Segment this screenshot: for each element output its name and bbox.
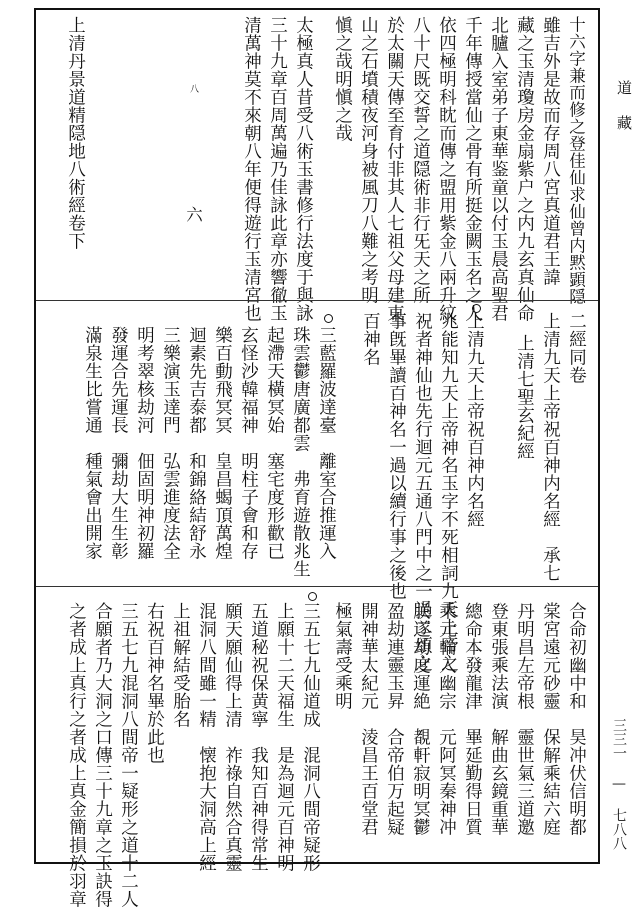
text-column: 開神華太紀元 淩昌王百堂君 [358, 602, 379, 836]
text-column: 右祝百神名畢於此也 [144, 602, 165, 764]
text-column: 上祖解結受胎名 [170, 602, 191, 728]
text-column: 迴素先吉泰都 和錦絡結舒永 [186, 326, 207, 560]
text-column: 樂百動飛冥冥 皇昌蝎頂萬煌 [212, 326, 233, 560]
page-frame [34, 8, 600, 908]
text-column: 乘元輪入幽宗 元阿冥秦神冲 [436, 602, 457, 836]
text-column: 雖吉外是故而存周八宮真道君王諱 [540, 16, 561, 286]
text-column: 三藍羅波達臺 離室合推運入 [316, 326, 337, 560]
text-column: 三五七九混洞八間帝一疑形之道十二人 [118, 602, 139, 908]
text-column: 三樂演玉達門 弘雲進度法全 [160, 326, 181, 560]
collection-name: 道 藏 [615, 80, 633, 131]
text-column: 二經同卷 [566, 312, 587, 384]
text-column: 愼之哉明愼之哉 [332, 16, 353, 142]
section-title: 百神名 [360, 312, 381, 366]
leaf-number: 六 [183, 206, 203, 223]
section-title: 上清九天上帝祝百神内名經 [464, 312, 485, 528]
text-column: 合命初幽中和 昊冲伏信明都 [566, 602, 587, 836]
scripture-title: 上清七聖玄紀經 [514, 334, 535, 460]
text-column: 願天願仙得上清 祚祿自然合真靈 [222, 602, 243, 872]
text-column: 十六字兼而修之登佳仙求仙曾内黙顕隠 [566, 16, 586, 305]
text-column: 混洞八間雖一精 懐抱大洞高上經 [196, 602, 217, 872]
text-column: 棠宮遠元砂靈 保解乘結六庭 [540, 602, 561, 836]
panel-divider [36, 586, 598, 587]
scripture-title: 上清九天上帝祝百神内名經 承七 [540, 312, 561, 582]
text-column: 三五七九仙道成 混洞八間帝疑形 [300, 602, 321, 872]
bottom-panel [36, 588, 598, 908]
text-column: 上願十二天福生 是為迴元百神明 [274, 602, 295, 872]
text-column: 滿泉生比嘗通 種氣會出開家 [82, 326, 103, 560]
section-circle-mark [324, 314, 333, 323]
text-column: 五道秘祝保黄寧 我知百神得常生 [248, 602, 269, 872]
text-column: 起滯天橫冥始 塞宅度形歡已 [264, 326, 285, 560]
text-column: 北臚入室弟子東華鉴童以付玉晨高聖君 [488, 16, 509, 322]
section-circle-mark [308, 592, 317, 601]
text-column: 太極真人昔受八術玉書修行法度于與詠 [293, 16, 314, 322]
text-column: 之者成上真行之者成上真金簡損於羽章 [66, 602, 87, 908]
text-column: 事旣畢讀百神名一過以續行事之後也 [386, 312, 407, 600]
text-column: 合願者乃大洞之口傳三十九章之玉訣得 [92, 602, 113, 908]
section-circle-mark [472, 304, 481, 313]
text-column: 藏之玉清瓊房金扇紫户之内九玄真仙命 [514, 16, 535, 322]
text-column: 山之石墳積夜河身被風刀八難之考明 [358, 16, 379, 304]
leaf-mark: 八 [188, 84, 198, 93]
text-column: 丹明昌左帝根 靈世氣三道邀 [514, 602, 535, 836]
text-column: 朕遂劫度運絶 覩軒寂明冥鬱 [410, 602, 431, 836]
text-column: 千年傳授當仙之骨有所挺金闕玉名之人 [462, 16, 483, 322]
scroll-title: 上清丹景道精隠地八術經卷下 [65, 16, 86, 250]
text-column: 珠雲鬱唐廣都雲 弗育遊散兆生 [290, 326, 311, 578]
text-column: 總命本發龍津 畢延勤得日質 [462, 602, 483, 836]
text-column: 於太關天傳至育付非其人七祖父母建東 [384, 16, 405, 322]
text-column: 明考翠核劫河 佃固明神初羅 [134, 326, 155, 560]
text-column: 發運合先運長 彌劫大生生彰 [108, 326, 129, 560]
panel-divider [36, 300, 598, 301]
top-panel [36, 10, 598, 322]
text-column: 八十尺既交誓之道隠術非行旡天之所 [410, 16, 431, 304]
text-column: 清萬神莫不來朝八年便得遊行玉清宮也 [241, 16, 262, 322]
text-column: 依四極明科眈而傳之盟用紫金八兩升紋 [436, 16, 457, 322]
text-column: 盈劫連靈玉昇 合帝伯万起疑 [384, 602, 405, 836]
text-column: 兆能知九天上帝神名玉字不死相詞九天上帝之 [438, 312, 459, 672]
text-column: 祝者神仙也先行迴元五通八門中之一過二頌之 [412, 312, 433, 672]
text-column: 極氣壽受乘明 [332, 602, 353, 710]
text-column: 三十九章百周萬遍乃佳詠此章亦響徹玉 [267, 16, 288, 322]
text-column: 玄怪沙韓福神 明柱子會和存 [238, 326, 259, 560]
text-column: 登東張乘法演 解曲玄鏡重華 [488, 602, 509, 836]
page-number: 三三一 — 七八八 [611, 718, 627, 850]
